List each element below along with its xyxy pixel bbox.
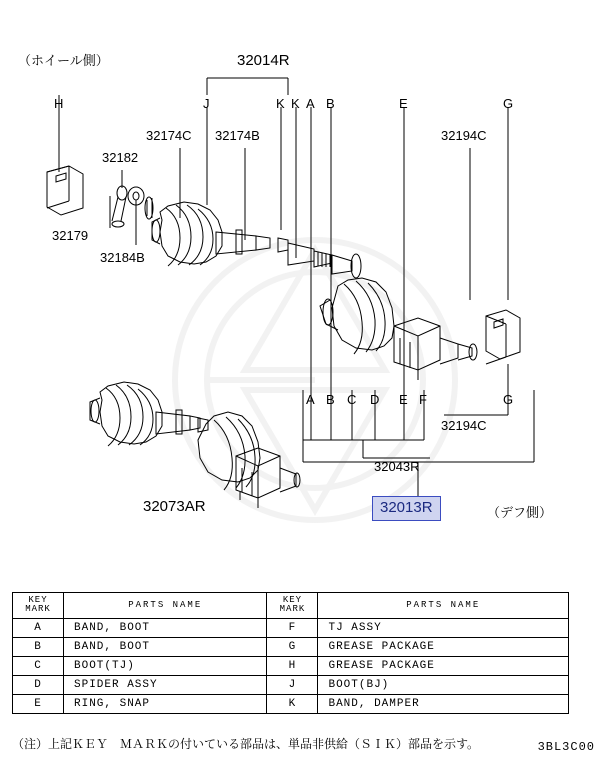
key-mark-cell: J [267, 675, 318, 694]
key-mark-cell: D [13, 675, 64, 694]
label-diff-side: （デフ側） [487, 505, 553, 520]
callout-32174B[interactable]: 32174B [215, 128, 260, 143]
parts-name-cell: SPIDER ASSY [64, 675, 267, 694]
table-row [13, 656, 569, 675]
highlighted-part-32013R[interactable]: 32013R [372, 496, 441, 521]
keymark-bottom-A: A [306, 392, 315, 407]
header-parts-name-right: PARTS NAME [318, 593, 569, 619]
keymark-top-G: G [503, 96, 514, 111]
keymark-top-K1: K [276, 96, 285, 111]
parts-name-cell: GREASE PACKAGE [318, 637, 569, 656]
callout-32014R[interactable]: 32014R [237, 52, 290, 69]
key-mark-cell: H [267, 656, 318, 675]
parts-name-cell: GREASE PACKAGE [318, 656, 569, 675]
parts-name-cell: BAND, DAMPER [318, 694, 569, 713]
drawing-code: 3BL3C00 [537, 740, 595, 754]
key-mark-cell: F [267, 618, 318, 637]
table-header-row [13, 593, 569, 619]
keymark-bottom-G: G [503, 392, 514, 407]
keymark-bottom-D: D [370, 392, 380, 407]
callout-32073AR[interactable]: 32073AR [143, 498, 206, 515]
header-parts-name-left: PARTS NAME [64, 593, 267, 619]
keymark-top-H: H [54, 96, 64, 111]
key-mark-cell: B [13, 637, 64, 656]
callout-32043R[interactable]: 32043R [374, 459, 420, 474]
parts-name-cell: TJ ASSY [318, 618, 569, 637]
footnote: （注）上記ＫＥＹ ＭＡＲＫの付いている部品は、単品非供給（ＳＩＫ）部品を示す。 [12, 737, 480, 751]
table-row [13, 675, 569, 694]
keymark-bottom-B: B [326, 392, 335, 407]
callout-32194C-top[interactable]: 32194C [441, 128, 487, 143]
parts-name-cell: BOOT(BJ) [318, 675, 569, 694]
callout-32182[interactable]: 32182 [102, 150, 139, 165]
keymark-top-K2: K [291, 96, 300, 111]
callout-32174C[interactable]: 32174C [146, 128, 192, 143]
header-key-line2-right: MARK [279, 604, 306, 615]
table-row [13, 694, 569, 713]
callout-32179[interactable]: 32179 [52, 228, 89, 243]
callout-32194C-bottom[interactable]: 32194C [441, 418, 487, 433]
keymark-bottom-E: E [399, 392, 408, 407]
keymark-top-E: E [399, 96, 408, 111]
parts-name-cell: BOOT(TJ) [64, 656, 267, 675]
header-key-mark-right [267, 593, 318, 619]
key-mark-cell: E [13, 694, 64, 713]
table-row [13, 618, 569, 637]
parts-name-cell: BAND, BOOT [64, 637, 267, 656]
parts-table [12, 592, 569, 714]
keymark-top-J: J [203, 96, 210, 111]
header-key-mark-left [13, 593, 64, 619]
parts-name-cell: BAND, BOOT [64, 618, 267, 637]
callout-32184B[interactable]: 32184B [100, 250, 145, 265]
keymark-bottom-F: F [419, 392, 427, 407]
keymark-bottom-C: C [347, 392, 357, 407]
header-key-line1: KEY [28, 595, 48, 605]
key-mark-cell: C [13, 656, 64, 675]
key-mark-cell: K [267, 694, 318, 713]
header-key-line2: MARK [25, 604, 51, 615]
key-mark-cell: A [13, 618, 64, 637]
key-mark-cell: G [267, 637, 318, 656]
label-wheel-side: （ホイール側） [18, 53, 109, 68]
parts-name-cell: RING, SNAP [64, 694, 267, 713]
keymark-top-B: B [326, 96, 335, 111]
header-key-line1-right: KEY [282, 595, 303, 605]
table-row [13, 637, 569, 656]
keymark-top-A: A [306, 96, 315, 111]
